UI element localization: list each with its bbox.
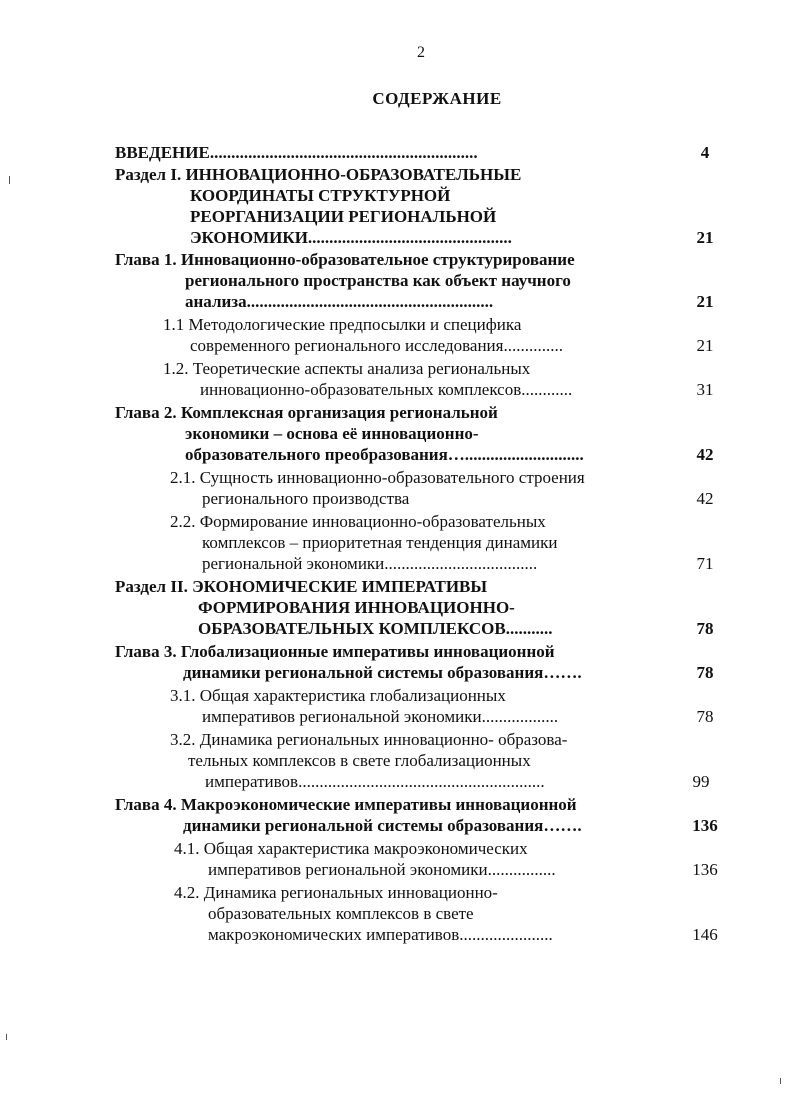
toc-entry-line: 1.1 Методологические предпосылки и специфика: [163, 315, 522, 334]
toc-entry-line: императивов региональной экономики..................: [202, 707, 559, 726]
toc-entry-section-1[interactable]: [0, 164, 794, 248]
table-of-contents: [0, 142, 794, 945]
toc-entry-line: Глава 3. Глобализационные императивы инновационной: [115, 642, 555, 661]
toc-entry-line: Глава 4. Макроэкономические императивы инновационной: [115, 795, 577, 814]
toc-entry-line: динамики региональной системы образования…….: [183, 816, 582, 835]
toc-entry-line: Раздел I. ИННОВАЦИОННО-ОБРАЗОВАТЕЛЬНЫЕ: [115, 165, 522, 184]
toc-entry-chapter-2[interactable]: [0, 402, 794, 465]
toc-entry-line: образовательного преобразования…............................: [185, 445, 584, 464]
toc-entry-introduction[interactable]: [0, 142, 794, 163]
toc-entry-subsection-1-2[interactable]: [0, 358, 794, 400]
toc-entry-line: тельных комплексов в свете глобализационных: [188, 751, 531, 770]
toc-entry-line: 2.2. Формирование инновационно-образовательных: [170, 512, 546, 531]
toc-entry-chapter-1[interactable]: [0, 249, 794, 312]
toc-entry-line: анализа..........................................................: [185, 292, 494, 311]
toc-entry-line: инновационно-образовательных комплексов............: [200, 380, 573, 399]
toc-page-number: 21: [696, 228, 714, 247]
toc-page-number: 71: [696, 554, 714, 573]
toc-entry-line: регионального пространства как объект научного: [185, 271, 571, 290]
toc-entry-line: императивов..........................................................: [205, 772, 545, 791]
toc-page-number: 99: [692, 772, 710, 791]
toc-entry-line: 3.1. Общая характеристика глобализационных: [170, 686, 506, 705]
toc-page-number: 78: [696, 619, 714, 638]
toc-entry-subsection-1-1[interactable]: [0, 314, 794, 356]
toc-entry-subsection-4-2[interactable]: [0, 882, 794, 945]
toc-entry-line: образовательных комплексов в свете: [208, 904, 474, 923]
toc-entry-chapter-3[interactable]: [0, 641, 794, 683]
page-number: 2: [417, 44, 425, 61]
toc-entry-line: Глава 2. Комплексная организация региональной: [115, 403, 498, 422]
toc-entry-line: регионального производства: [202, 489, 410, 508]
toc-title: СОДЕРЖАНИЕ: [372, 89, 502, 108]
toc-entry-line: 4.1. Общая характеристика макроэкономических: [174, 839, 528, 858]
toc-entry-line: макроэкономических императивов......................: [208, 925, 553, 944]
toc-entry-line: 2.1. Сущность инновационно-образовательного строения: [170, 468, 585, 487]
toc-page-number: 146: [692, 925, 718, 944]
toc-page-number: 42: [696, 489, 714, 508]
scan-artifact-mark: [6, 1034, 7, 1040]
scan-artifact-mark: [9, 176, 10, 184]
toc-entry-line: РЕОРГАНИЗАЦИИ РЕГИОНАЛЬНОЙ: [190, 207, 497, 226]
toc-entry-line: Раздел II. ЭКОНОМИЧЕСКИЕ ИМПЕРАТИВЫ: [115, 577, 488, 596]
toc-page-number: 78: [696, 663, 714, 682]
scan-artifact-mark: [780, 1078, 781, 1084]
toc-entry-line: 4.2. Динамика региональных инновационно-: [174, 883, 498, 902]
toc-entry-line: динамики региональной системы образования…….: [183, 663, 582, 682]
toc-entry-line: экономики – основа её инновационно-: [185, 424, 479, 443]
toc-entry-line: ВВЕДЕНИЕ...............................................................: [115, 143, 478, 162]
toc-page-number: 21: [696, 292, 714, 311]
toc-entry-subsection-2-1[interactable]: [0, 467, 794, 509]
toc-page-number: 136: [692, 860, 718, 879]
toc-entry-subsection-2-2[interactable]: [0, 511, 794, 574]
toc-entry-line: ЭКОНОМИКИ................................................: [190, 228, 512, 247]
toc-entry-line: современного регионального исследования..............: [190, 336, 563, 355]
toc-page-number: 31: [696, 380, 714, 399]
toc-entry-subsection-3-2[interactable]: [0, 729, 794, 792]
toc-entry-chapter-4[interactable]: [0, 794, 794, 836]
toc-page-number: 4: [700, 143, 710, 162]
toc-entry-line: Глава 1. Инновационно-образовательное структурирование: [115, 250, 575, 269]
toc-entry-line: императивов региональной экономики................: [208, 860, 556, 879]
toc-page-number: 78: [696, 707, 714, 726]
toc-entry-line: 3.2. Динамика региональных инновационно- образова-: [170, 730, 568, 749]
toc-entry-subsection-4-1[interactable]: [0, 838, 794, 880]
toc-page-number: 21: [696, 336, 714, 355]
toc-entry-line: 1.2. Теоретические аспекты анализа региональных: [163, 359, 531, 378]
toc-entry-line: ОБРАЗОВАТЕЛЬНЫХ КОМПЛЕКСОВ...........: [198, 619, 553, 638]
toc-entry-section-2[interactable]: [0, 576, 794, 639]
toc-page-number: 136: [692, 816, 718, 835]
toc-entry-line: комплексов – приоритетная тенденция динамики: [202, 533, 558, 552]
toc-entry-line: региональной экономики....................................: [202, 554, 538, 573]
toc-page-number: 42: [696, 445, 714, 464]
toc-entry-subsection-3-1[interactable]: [0, 685, 794, 727]
toc-entry-line: ФОРМИРОВАНИЯ ИННОВАЦИОННО-: [198, 598, 515, 617]
toc-entry-line: КООРДИНАТЫ СТРУКТУРНОЙ: [190, 186, 451, 205]
